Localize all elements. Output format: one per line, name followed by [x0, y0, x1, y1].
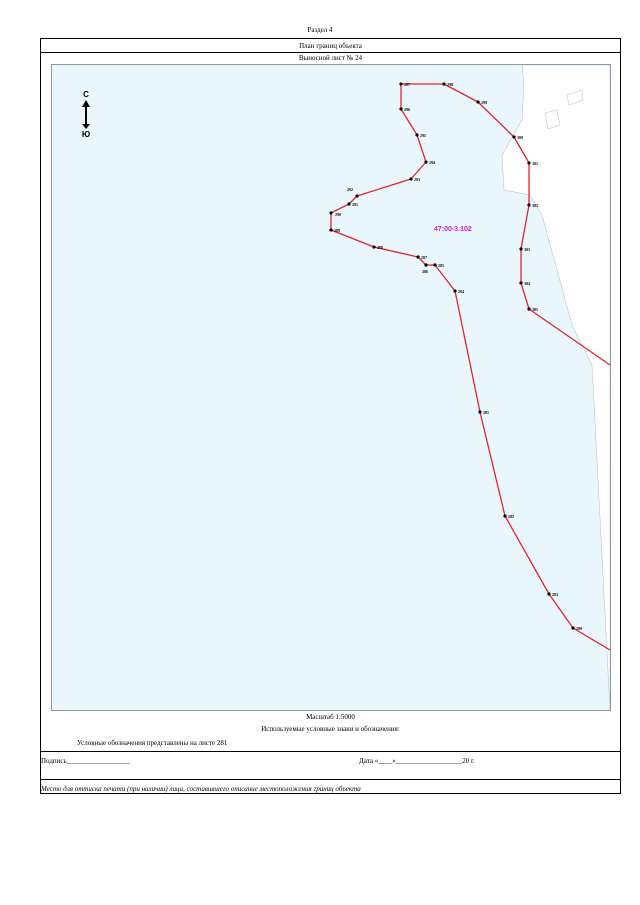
signature-field: Подпись__________________ [41, 757, 130, 765]
boundary-segment [521, 283, 529, 309]
boundary-point-label: 284 [458, 289, 464, 294]
sheet-title: Выносной лист № 24 [298, 54, 363, 62]
date-field: Дата «____»___________________20 г. [359, 757, 475, 765]
boundary-point [399, 82, 402, 85]
boundary-segment [549, 594, 573, 628]
boundary-segment [455, 291, 480, 412]
boundary-point-label: 283 [552, 592, 558, 597]
boundary-segment [573, 628, 610, 650]
boundary-point [476, 100, 479, 103]
boundary-point-label: 290 [335, 212, 341, 217]
boundary-segment [480, 412, 505, 516]
boundary-segment [401, 109, 417, 135]
boundary-point [519, 247, 522, 250]
boundary-segment [521, 205, 529, 249]
boundary-segment [478, 102, 514, 137]
boundary-point-label: 288 [377, 245, 383, 250]
boundary-point-label: 292 [347, 187, 353, 192]
legend-note: Условные обозначения представлены на листе 281 [77, 739, 228, 747]
boundary-point [355, 194, 358, 197]
boundary-point-label: 296 [404, 107, 410, 112]
boundary-point [424, 263, 427, 266]
boundary-point [433, 263, 436, 266]
boundary-segment [435, 265, 455, 291]
divider [41, 779, 620, 780]
boundary-point [372, 245, 375, 248]
boundary-segment [417, 135, 426, 162]
boundary-point [453, 289, 456, 292]
boundary-point [478, 410, 481, 413]
boundary-point-label: 302 [532, 203, 538, 208]
boundary-point [415, 133, 418, 136]
boundary-point [409, 177, 412, 180]
boundary-point-label: 280 [576, 626, 582, 631]
boundary-point [416, 255, 419, 258]
boundary-point-label: 297 [404, 82, 410, 87]
boundary-point [512, 135, 515, 138]
section-title: Раздел 4 [307, 26, 333, 34]
north-label: С [83, 90, 89, 99]
boundary-point [329, 211, 332, 214]
boundary-point [503, 514, 506, 517]
boundary-point-label: 305 [532, 307, 538, 312]
legend-title: Используемые условные знаки и обозначения: [261, 725, 400, 733]
boundary-point [527, 161, 530, 164]
boundary-point-label: 298 [447, 82, 453, 87]
boundary-point [347, 202, 350, 205]
boundary-point-label: 285 [438, 263, 444, 268]
compass [80, 90, 92, 140]
map-view[interactable] [51, 64, 611, 711]
document-frame [40, 38, 621, 794]
divider [41, 751, 620, 752]
boundary-point [527, 307, 530, 310]
boundary-point [547, 592, 550, 595]
boundary-point-label: 303 [524, 247, 530, 252]
boundary-point-label: 294 [429, 160, 435, 165]
scale-label: Масштаб 1:5000 [306, 713, 355, 721]
boundary-point-label: 291 [352, 202, 358, 207]
boundary-point-label: 281 [483, 410, 489, 415]
boundary-point-label: 295 [420, 133, 426, 138]
boundary-point [442, 82, 445, 85]
stamp-note: Место для оттиска печати (при наличии) лица, составившего описание местоположения границ объекта [41, 785, 361, 793]
boundary-point-label: 293 [414, 177, 420, 182]
compass-foot [82, 124, 90, 129]
boundary-point [399, 107, 402, 110]
boundary-point [571, 626, 574, 629]
boundary-point [424, 160, 427, 163]
boundary-point-label: 286 [422, 269, 428, 274]
boundary-point-label: 282 [508, 514, 514, 519]
boundary-point [519, 281, 522, 284]
boundary-point-label: 287 [421, 255, 427, 260]
boundary-point-label: 300 [517, 135, 523, 140]
parcel-label: 47:00-3.102 [434, 226, 472, 233]
plan-title: План границ объекта [299, 42, 362, 50]
boundary-point-label: 299 [481, 100, 487, 105]
boundary-point-label: 304 [524, 281, 530, 286]
boundary-point [329, 228, 332, 231]
boundary-point-label: 289 [334, 228, 340, 233]
divider [41, 52, 620, 53]
south-label: Ю [81, 130, 91, 139]
land-area [502, 65, 610, 710]
boundary-point-label: 301 [532, 161, 538, 166]
boundary-segment [505, 516, 549, 594]
boundary-segment [357, 179, 411, 196]
boundary-point [527, 203, 530, 206]
map-canvas [52, 65, 610, 710]
